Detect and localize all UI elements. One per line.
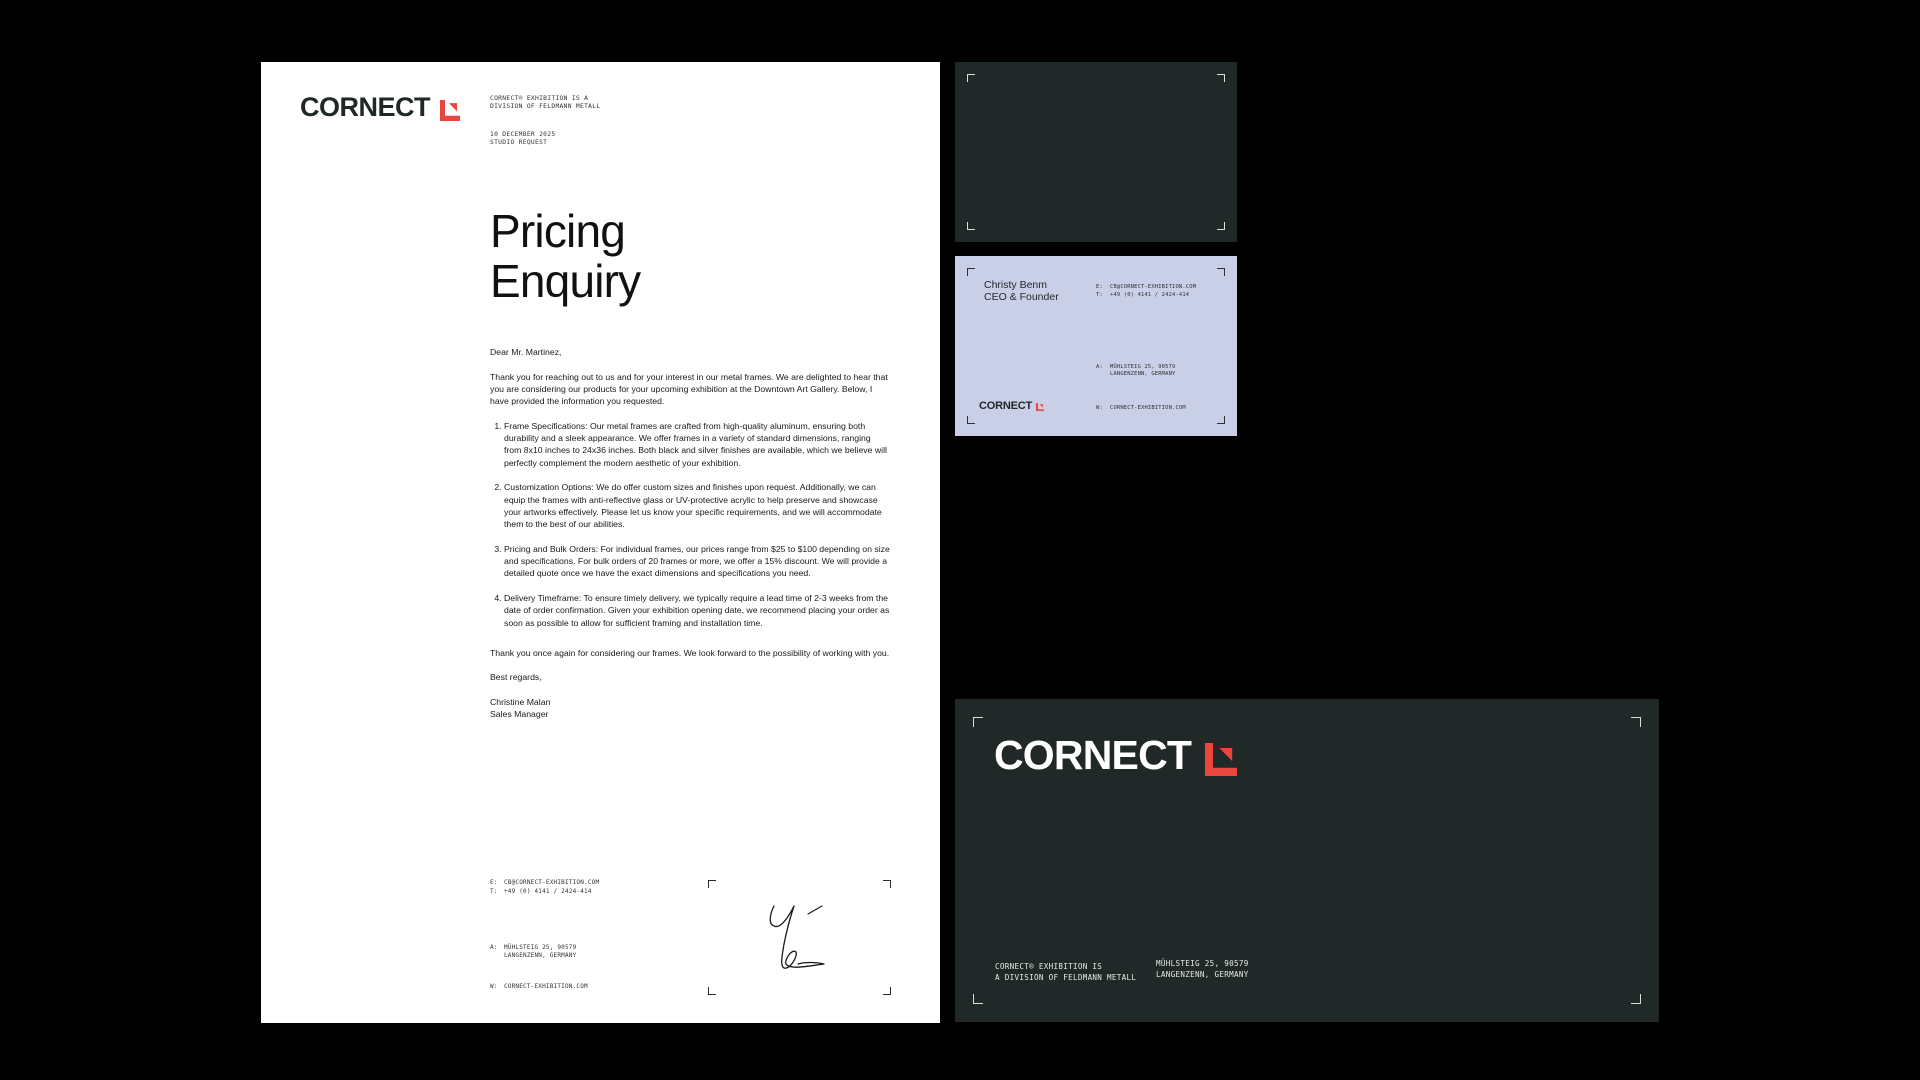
card-role: CEO & Founder	[984, 290, 1059, 303]
envelope	[955, 699, 1659, 1022]
crop-mark	[967, 74, 975, 82]
info-list	[490, 420, 890, 629]
footer-address: A: MÜHLSTEIG 25, 90579 LANGENZENN, GERMANY	[490, 944, 577, 959]
crop-mark	[1631, 994, 1641, 1004]
date-subject	[490, 131, 555, 148]
signer-title: Sales Manager	[490, 709, 549, 720]
letterhead-page	[261, 62, 940, 1023]
card-contact: E: CB@CORNECT-EXHIBITION.COM T: +49 (0) 4141 / 2424-414	[1096, 284, 1197, 299]
card-address: A: MÜHLSTEIG 25, 90579 LANGENZENN, GERMANY	[1096, 364, 1176, 377]
footer-contact: E: CB@CORNECT-EXHIBITION.COM T: +49 (0) 4141 / 2424-414	[490, 879, 600, 895]
card-person	[984, 280, 1059, 303]
crop-mark	[708, 880, 716, 888]
crop-mark	[973, 994, 983, 1004]
closing-paragraph: Thank you once again for considering our frames. We look forward to the possibility of working with you.	[490, 647, 890, 658]
crop-mark	[1631, 717, 1641, 727]
regards: Best regards,	[490, 672, 542, 683]
salutation: Dear Mr. Martinez,	[490, 347, 562, 357]
list-item: 3. Pricing and Bulk Orders: For individual frames, our prices range from $25 to $100 depending on size and specifications. For bulk orders of 20 frames or more, we offer a 15% discount. We will provide a detailed quote once we have the exact dimensions and specifications you need.	[504, 543, 890, 580]
signature-icon	[764, 900, 840, 978]
card-web: W: CORNECT-EXHIBITION.COM	[1096, 405, 1186, 411]
card-logo: CORNECT	[979, 401, 1044, 412]
footer-phone: +49 (0) 4141 / 2424-414	[504, 887, 592, 895]
list-item: 1. Frame Specifications: Our metal frames are crafted from high-quality aluminum, ensuring both durability and a sleek appearance. We offer frames in a variety of standard dimensions, ranging from 8x10 inches to 24x36 inches. Both black and silver finishes are available, which we believe will perfectly complement the modern aesthetic of your exhibition.	[504, 420, 890, 469]
signer-name: Christine Malan	[490, 697, 551, 708]
envelope-logo: CORNECT	[994, 735, 1237, 776]
letter-logo	[300, 94, 460, 121]
business-card-front	[955, 256, 1237, 436]
crop-mark	[708, 987, 716, 995]
letter-subject: STUDIO REQUEST	[490, 139, 548, 147]
logo-wordmark: CORNECT	[300, 92, 430, 122]
intro-paragraph: Thank you for reaching out to us and for your interest in our metal frames. We are delighted to hear that you are considering our products for your upcoming exhibition at the Downtown Art Gallery. Below, I have provided the information you requested.	[490, 371, 888, 407]
crop-mark	[967, 268, 975, 276]
crop-mark	[973, 717, 983, 727]
corner-bracket-logo-icon	[440, 97, 460, 118]
letter-body	[490, 346, 890, 721]
footer-web: W: CORNECT-EXHIBITION.COM	[490, 983, 588, 990]
crop-mark	[967, 416, 975, 424]
crop-mark	[1217, 222, 1225, 230]
crop-mark	[1217, 74, 1225, 82]
envelope-address: MÜHLSTEIG 25, 90579 LANGENZENN, GERMANY	[1156, 959, 1249, 979]
crop-mark	[1217, 416, 1225, 424]
business-card-back	[955, 62, 1237, 242]
list-item: 4. Delivery Timeframe: To ensure timely delivery, we typically require a lead time of 2-3 weeks from the date of order confirmation. Given your exhibition opening date, we recommend placing your order as soon as possible to allow for sufficient framing and installation time.	[504, 592, 890, 629]
corner-bracket-logo-icon	[1205, 739, 1237, 772]
card-name: Christy Benm	[984, 279, 1048, 291]
crop-mark	[883, 880, 891, 888]
letter-date: 10 DECEMBER 2025	[490, 131, 556, 138]
envelope-division-note: CORNECT® EXHIBITION IS A DIVISION OF FELDMANN METALL	[995, 962, 1137, 982]
list-item: 2. Customization Options: We do offer custom sizes and finishes upon request. Additionally, we can equip the frames with anti-reflective glass or UV-protective acrylic to help preserve and showcase your artworks effectively. Please let us know your specific requirements, and we will accommodate them to the best of our abilities.	[504, 481, 890, 530]
footer-email: CB@CORNECT-EXHIBITION.COM	[504, 879, 600, 886]
corner-bracket-logo-icon	[1036, 402, 1044, 411]
crop-mark	[883, 987, 891, 995]
division-note: CORNECT® EXHIBITION IS A DIVISION OF FELDMANN METALL	[490, 95, 601, 111]
page-title: Pricing Enquiry	[490, 205, 641, 307]
crop-mark	[1217, 268, 1225, 276]
crop-mark	[967, 222, 975, 230]
